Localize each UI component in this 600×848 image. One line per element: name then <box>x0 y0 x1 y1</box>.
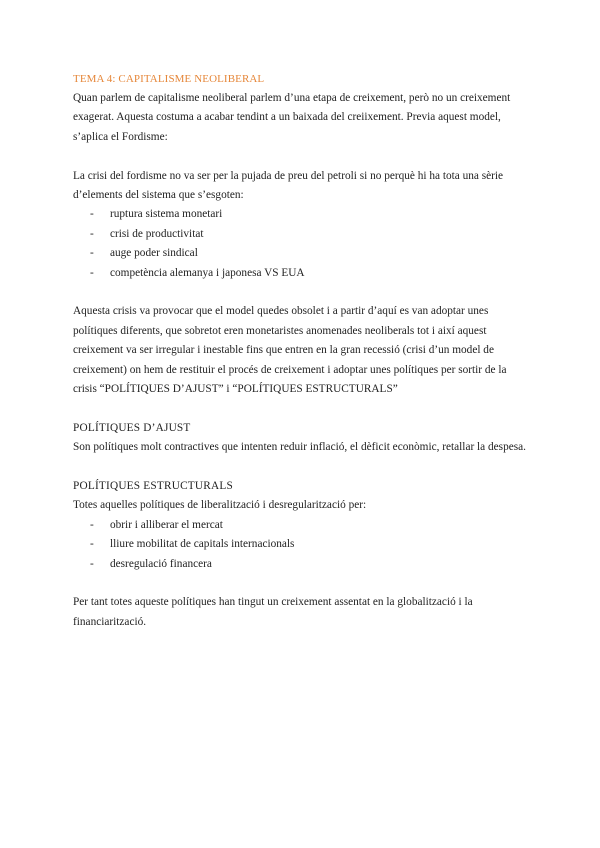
estructurals-heading: POLÍTIQUES ESTRUCTURALS <box>73 480 233 493</box>
bullet-dash: - <box>90 557 94 570</box>
bullet-dash: - <box>90 227 94 240</box>
bullet-dash: - <box>90 518 94 531</box>
crisis-list <box>73 205 533 283</box>
estructurals-paragraph: Totes aquelles polítiques de liberalització i desregularització per: <box>73 499 367 512</box>
bullet-dash: - <box>90 538 94 551</box>
spacer <box>73 147 533 166</box>
list-item: - obrir i alliberar el mercat <box>73 516 533 535</box>
spacer <box>73 574 533 593</box>
bullet-dash: - <box>90 266 94 279</box>
list-item: - desregulació financera <box>73 555 533 574</box>
conclusion-paragraph: Per tant totes aqueste polítiques han tingut un creixement assentat en la globalització i la financiarització. <box>73 596 473 628</box>
estructurals-list <box>73 516 533 574</box>
intro-paragraph: Quan parlem de capitalisme neoliberal parlem d’una etapa de creixement, però no un creixement exagerat. Aquesta costuma a acabar tendint a un baixada del creiixement. Previa aquest model, s’aplica el Fordisme: <box>73 92 511 143</box>
spacer <box>73 399 533 418</box>
document-page <box>73 70 533 632</box>
list-item: - auge poder sindical <box>73 244 533 263</box>
list-item: - competència alemanya i japonesa VS EUA <box>73 264 533 283</box>
document-title: TEMA 4: CAPITALISME NEOLIBERAL <box>73 73 265 85</box>
bullet-dash: - <box>90 208 94 221</box>
spacer <box>73 458 533 477</box>
list-item: - crisi de productivitat <box>73 225 533 244</box>
list-item: - ruptura sistema monetari <box>73 205 533 224</box>
crisis-intro-paragraph: La crisi del fordisme no va ser per la pujada de preu del petroli si no perquè hi ha tota una sèrie d’elements del sistema que s’esgoten: <box>73 169 504 202</box>
bullet-dash: - <box>90 247 94 260</box>
spacer <box>73 283 533 302</box>
ajust-paragraph: Son polítiques molt contractives que intenten reduir inflació, el dèficit econòmic, retallar la despesa. <box>73 441 526 454</box>
list-item: - lliure mobilitat de capitals internacionals <box>73 535 533 554</box>
crisis-effect-paragraph: Aquesta crisis va provocar que el model quedes obsolet i a partir d’aquí es van adoptar unes polítiques diferents, que sobretot eren monetaristes anomenades neoliberals tot i així aquest creixement va ser irregular i inestable fins que entren en la gran recessió (crisi d’un model de creixement) on hem de restituir el procés de creixement i adoptar unes polítiques per sortir de la crisis “POLÍTIQUES D’AJUST” i “POLÍTIQUES ESTRUCTURALS” <box>73 305 507 396</box>
ajust-heading: POLÍTIQUES D’AJUST <box>73 421 191 434</box>
